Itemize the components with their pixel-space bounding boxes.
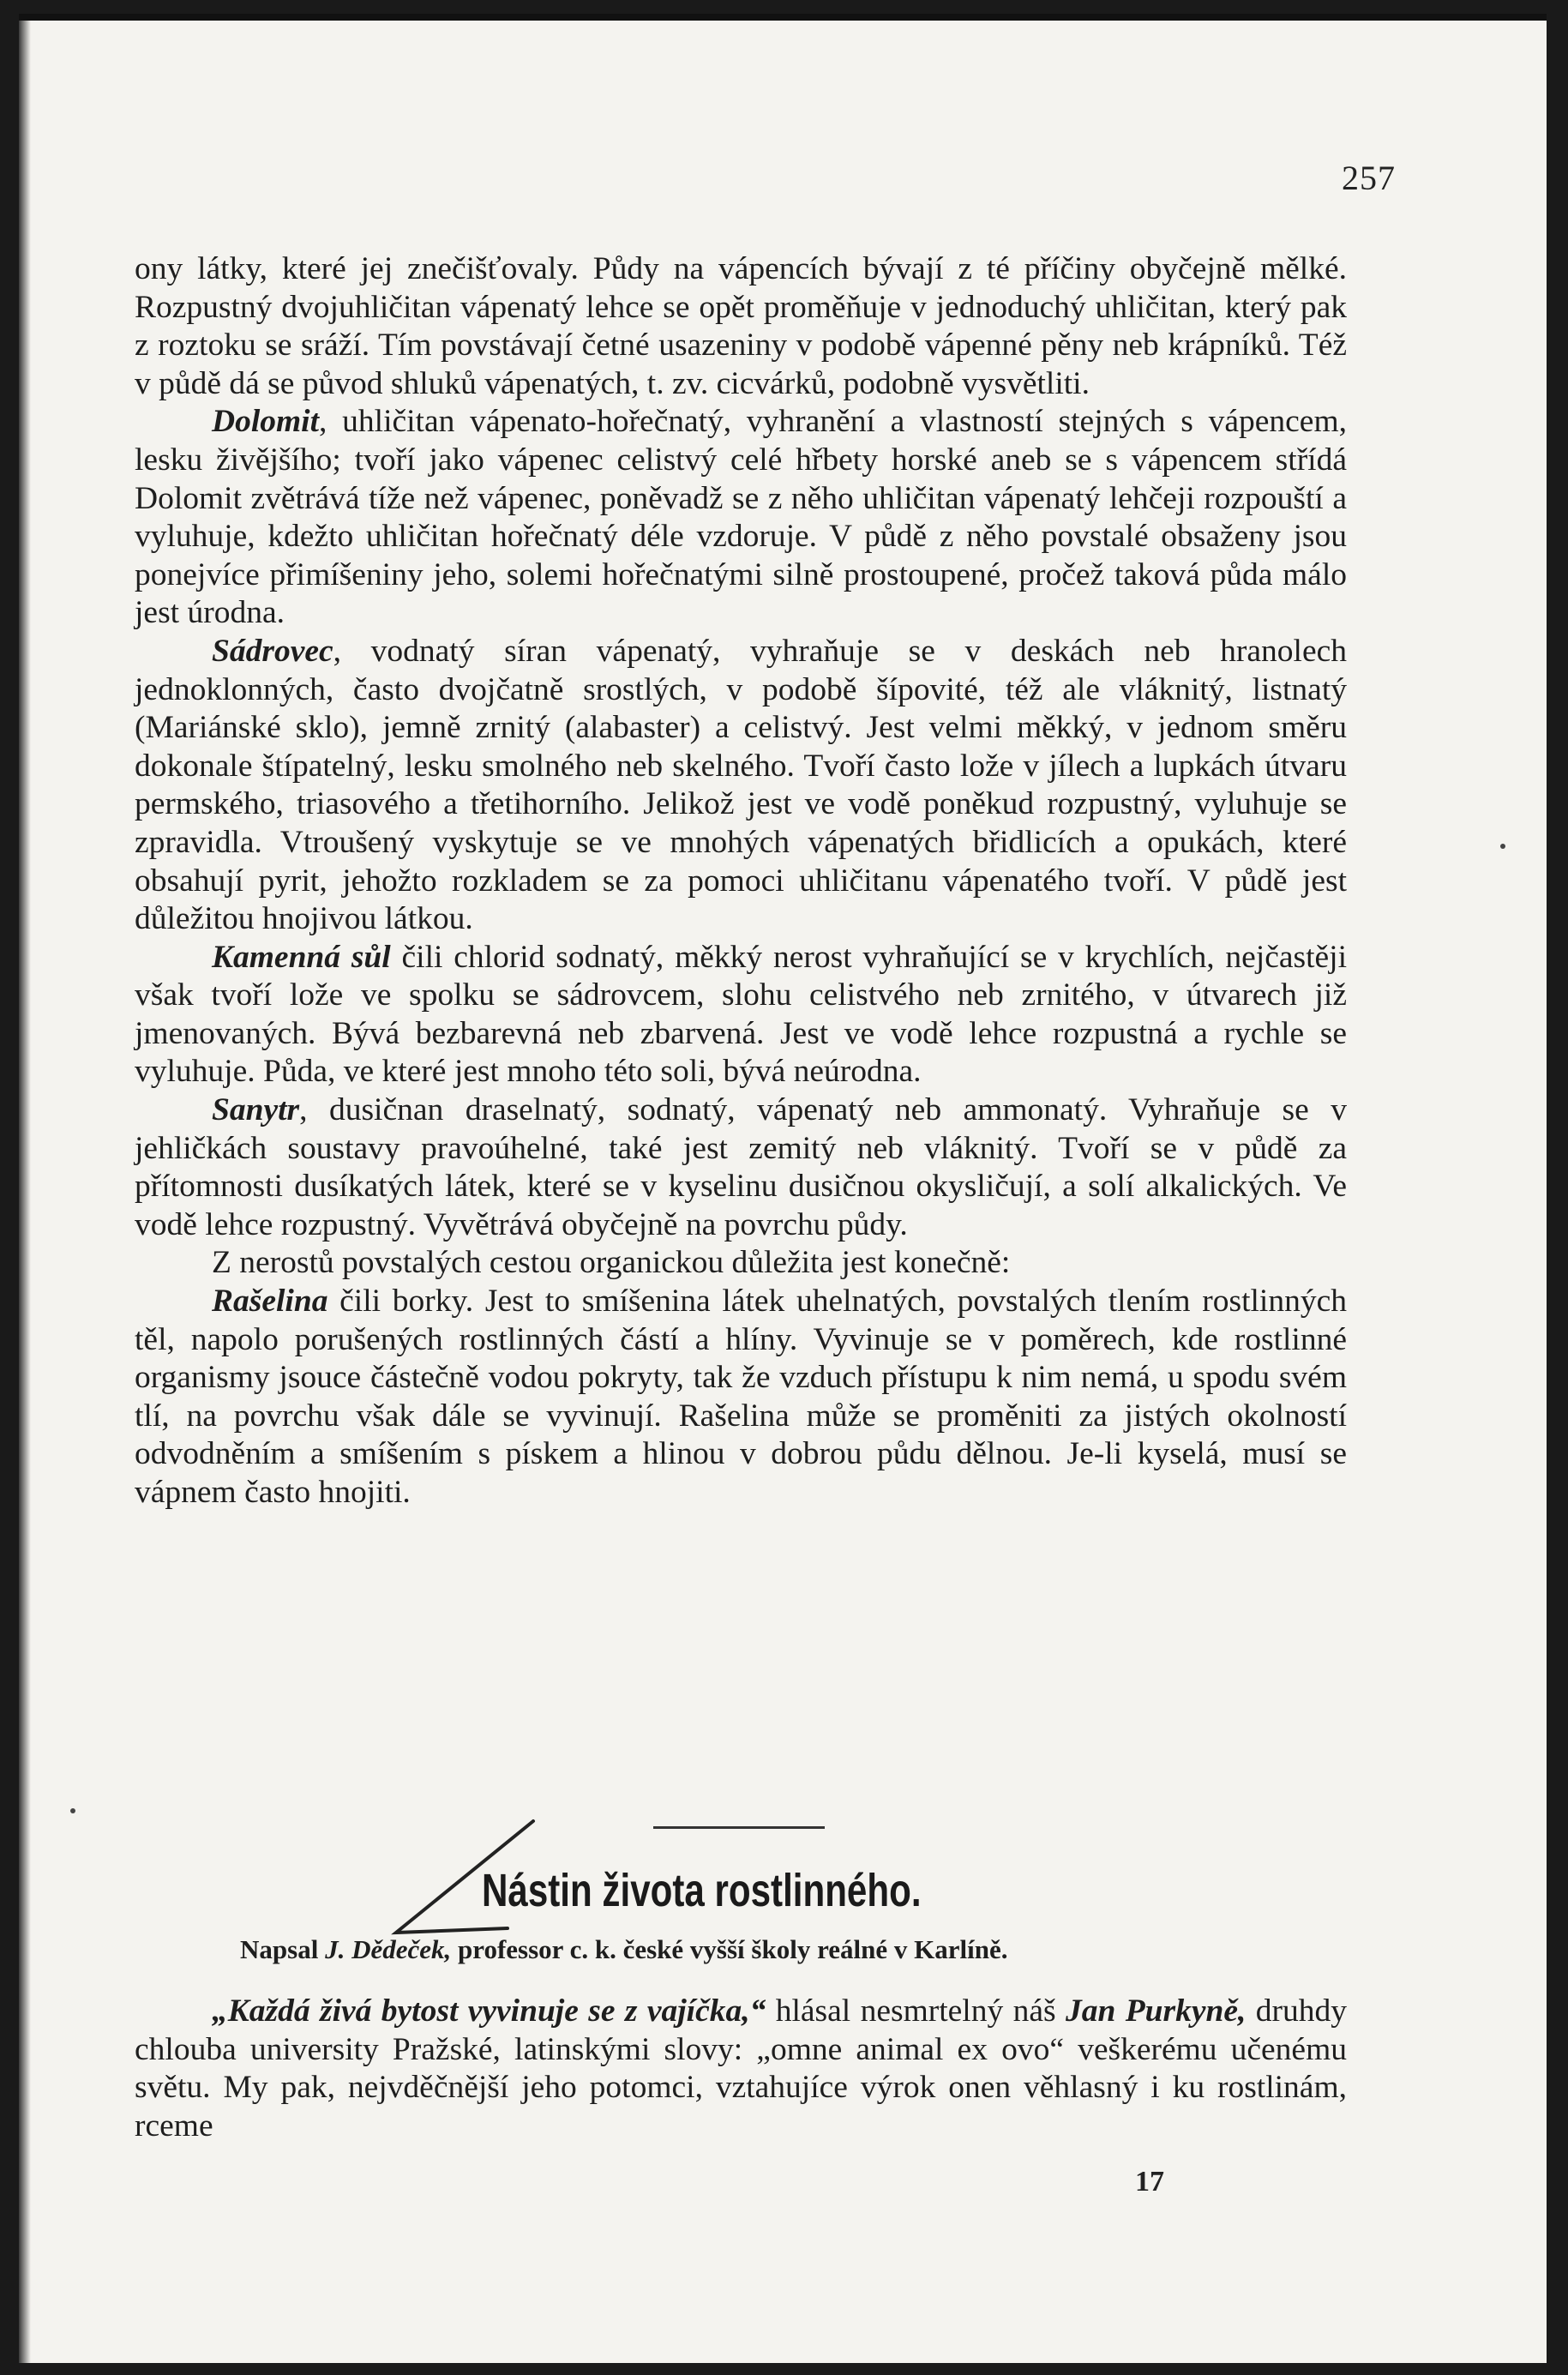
page-number: 257 (1342, 159, 1396, 197)
name-purkyne: Jan Purkyně, (1065, 1993, 1247, 2029)
section-divider (653, 1826, 825, 1829)
byline (240, 1934, 1355, 1965)
paragraph-organic-intro (135, 1244, 1347, 1283)
term-dolomit: Dolomit (212, 404, 320, 440)
paragraph-text: , dusičnan draselnatý, sodnatý, vápenatý neb ammonatý. Vyhraňuje se v jehličkách soustavy pravoúhelné, také jest zemitý neb vláknitý. Tvoří se v půdě za přítomnosti dusíkatých látek, které se v kyselinu dusičnou okysličují, a solí alkalických. Ve vodě lehce rozpustný. Vyvětrává obyčejně na povrchu půdy. (135, 1092, 1347, 1242)
section-body (135, 1993, 1347, 2145)
paragraph-text: Z nerostů povstalých cestou organickou důležita jest konečně: (212, 1245, 1011, 1281)
paragraph-kamenna-sul (135, 939, 1347, 1091)
byline-prefix: Napsal (240, 1934, 326, 1964)
term-sadrovec: Sádrovec (212, 633, 333, 669)
paragraph-text: čili chlorid sodnatý, měkký nerost vyhraňující se v krychlích, nejčastěji však tvoří lože ve spolku se sádrovcem, slohu celistvého neb zrnitého, v útvarech již jmenovaných. Bývá bezbarevná neb zbarvená. Jest ve vodě lehce rozpustná a rychle se vyluhuje. Půda, ve které jest mnoho této soli, bývá neúrodna. (135, 939, 1348, 1090)
speck (1500, 844, 1505, 849)
paragraph-1 (135, 250, 1347, 403)
paragraph-text: druhdy chlouba university Pražské, latinskými slovy: „omne animal ex ovo“ veškerému učenému světu. My pak, nejvděčnější jeho potomci, vztahujíce výrok onen věhlasný i ku rostlinám, rceme (135, 1993, 1347, 2144)
paragraph-dolomit (135, 403, 1347, 633)
paragraph-text: , vodnatý síran vápenatý, vyhraňuje se v deskách neb hranolech jednoklonných, často dvojčatně srostlých, v podobě šípovité, též ale vláknitý, listnatý (Mariánské sklo), jemně zrnitý (alabaster) a celistvý. Jest velmi měkký, v jednom směru dokonale štípatelný, lesku smolného neb skelného. Tvoří často lože v jílech a lupkách útvaru permského, triasového a třetihorního. Jelikož jest ve vodě poněkud rozpustný, vyluhuje se zpravidla. Vtroušený vyskytuje se ve mnohých vápenatých břidlicích a opukách, které obsahují pyrit, jehožto rozkladem se za pomoci uhličitanu vápenatého tvoří. V půdě jest důležitou hnojivou látkou. (135, 633, 1347, 937)
paragraph-text: hlásal nesmrtelný náš (766, 1993, 1066, 2029)
printer-signature-mark: 17 (1135, 2166, 1164, 2198)
paragraph-text: čili borky. Jest to smíšenina látek uhelnatých, povstalých tlením rostlinných těl, napolo porušených rostlinných částí a hlíny. Vyvinuje se v poměrech, kde rostlinné organismy jsouce částečně vodou pokryty, tak že vzduch přístupu k nim nemá, u spodu svém tlí, na povrchu však dále se vyvinují. Rašelina může se proměniti za jistých okolností odvodněním a smíšením s pískem a hlinou v dobrou půdu dělnou. Je-li kyselá, musí se vápnem často hnojiti. (135, 1284, 1347, 1510)
term-raselina: Rašelina (212, 1284, 328, 1320)
section-title: Nástin života rostlinného. (482, 1865, 922, 1916)
book-page (19, 14, 1547, 2363)
paragraph-text: ony látky, které jej znečišťovaly. Půdy na vápencích bývají z té příčiny obyčejně mělké. Rozpustný dvojuhličitan vápenatý lehce se opět proměňuje v jednoduchý uhličitan, který pak z roztoku se sráží. Tím povstávají četné usazeniny v podobě vápenné pěny neb krápníků. Též v půdě dá se původ shluků vápenatých, t. zv. cicvárků, podobně vysvětliti. (135, 251, 1347, 401)
main-text (135, 250, 1347, 1512)
byline-suffix: professor c. k. české vyšší školy reálné v Karlíně. (451, 1934, 1008, 1964)
term-sanytr: Sanytr (212, 1092, 300, 1128)
section-paragraph (135, 1993, 1347, 2145)
speck (70, 1808, 75, 1813)
term-kamenna-sul: Kamenná sůl (212, 939, 391, 975)
paragraph-sanytr (135, 1091, 1347, 1244)
quote: „Každá živá bytost vyvinuje se z vajíčka,“ (212, 1993, 766, 2029)
paragraph-text: , uhličitan vápenato-hořečnatý, vyhranění a vlastností stejných s vápencem, lesku živějšího; tvoří jako vápenec celistvý celé hřbety horské aneb se s vápencem střídá Dolomit zvětrává tíže než vápenec, poněvadž se z něho uhličitan vápenatý lehčeji rozpouští a vyluhuje, kdežto uhličitan hořečnatý déle vzdoruje. V půdě z něho povstalé obsaženy jsou ponejvíce přimíšeniny jeho, solemi hořečnatými silně prostoupené, pročež taková půda málo jest úrodna. (135, 404, 1347, 631)
paragraph-raselina (135, 1283, 1347, 1512)
paragraph-sadrovec (135, 633, 1347, 939)
byline-author: J. Dědeček, (325, 1934, 452, 1964)
